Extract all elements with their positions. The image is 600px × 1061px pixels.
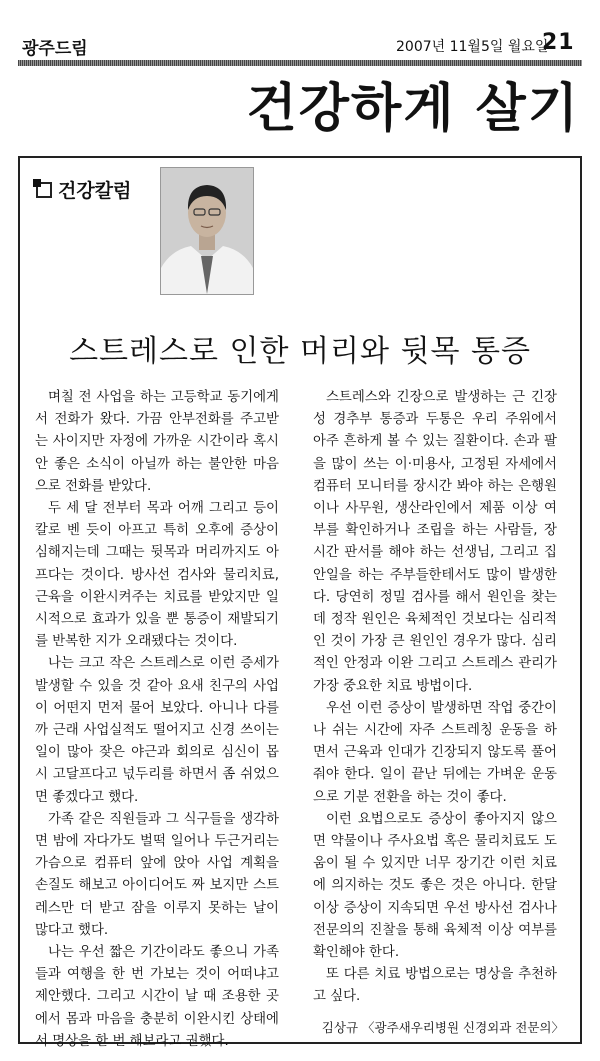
newspaper-logo: 광주드림: [22, 39, 88, 59]
paragraph: 두 세 달 전부터 목과 어깨 그리고 등이 칼로 벤 듯이 아프고 특히 오후에 증상이 심해지는데 그때는 뒷목과 머리까지도 아프다는 것이다. 방사선 검사와 물리치료, 근육을 이완시켜주는 치료를 받았지만 일시적으로 효과가 있을 뿐 통증이 재발되기를 반복한 지가 오래됐다는 것이다.: [35, 501, 279, 650]
page-number: 21: [542, 30, 575, 55]
column-label-text: 건강칼럼: [58, 180, 132, 202]
article-column-left: [35, 387, 279, 1053]
paragraph: 며칠 전 사업을 하는 고등학교 동기에게서 전화가 왔다. 가끔 안부전화를 주고받는 사이지만 자정에 가까운 시간이라 혹시 안 좋은 소식이 아닐까 하는 불안한 마음으로 전화를 받았다.: [35, 390, 279, 494]
masthead: [0, 0, 600, 60]
author-portrait-icon: [161, 168, 253, 294]
paragraph: 이런 요법으로도 증상이 좋아지지 않으면 약물이나 주사요법 혹은 물리치료도 도움이 될 수 있지만 너무 장기간 이런 치료에 의지하는 것도 좋은 것은 아니다. 한달 이상 증상이 지속되면 우선 방사선 검사나 전문의의 진찰을 통해 육체적 이상 여부를 확인해야 한다.: [313, 811, 557, 961]
column-marker-icon: [36, 182, 52, 198]
article-headline: 스트레스로 인한 머리와 뒷목 통증: [69, 334, 531, 369]
author-photo: [160, 167, 254, 295]
paragraph: 나는 크고 작은 스트레스로 이런 증세가 발생할 수 있을 것 같아 요새 친구의 사업이 어떤지 먼저 물어 보았다. 아니나 다를까 근래 사업실적도 떨어지고 신경 쓰이는 일이 많아 잦은 야근과 회의로 심신이 몹시 고달프다고 넋두리를 하면서 좀 쉬었으면 좋겠다고 했다.: [35, 656, 279, 805]
article-column-right: [313, 387, 557, 1009]
column-label: [36, 176, 131, 203]
author-byline: 김상규 〈광주새우리병원 신경외과 전문의〉: [321, 1020, 564, 1035]
section-title: 건강하게 살기: [246, 78, 580, 139]
paragraph: 가족 같은 직원들과 그 식구들을 생각하면 밤에 자다가도 벌떡 일어나 두근거리는 가슴으로 컴퓨터 앞에 앉아 사업 계획을 손질도 해보고 아이디어도 짜 보지만 스트레스만 더 받고 잠을 이루지 못하는 날이 많다고 했다.: [35, 811, 279, 938]
paragraph: 우선 이런 증상이 발생하면 작업 중간이나 쉬는 시간에 자주 스트레칭 운동을 하면서 근육과 인대가 긴장되지 않도록 풀어줘야 한다. 일이 끝난 뒤에는 가벼운 운동으로 기분 전환을 하는 것이 좋다.: [313, 700, 557, 805]
paragraph: 나는 우선 짧은 기간이라도 좋으니 가족들과 여행을 한 번 가보는 것이 어떠냐고 제안했다. 그리고 시간이 날 때 조용한 곳에서 몸과 마음을 충분히 이완시킨 상태에서 명상을 한 번 해보라고 권했다.: [35, 945, 279, 1049]
paragraph: 또 다른 치료 방법으로는 명상을 추천하고 싶다.: [313, 967, 557, 1005]
issue-date: 2007년 11월5일 월요일: [396, 39, 549, 55]
paragraph: 스트레스와 긴장으로 발생하는 근 긴장성 경추부 통증과 두통은 우리 주위에서 아주 흔하게 볼 수 있는 질환이다. 손과 팔을 많이 쓰는 이·미용사, 고정된 자세에서 컴퓨터 모니터를 장시간 봐야 하는 은행원이나 사무원, 생산라인에서 제품 이상 여부를 확인하거나 조립을 하는 사람들, 장시간 판서를 해야 하는 선생님, 그리고 집안일을 하는 주부들한테서도 많이 발생한다. 당연히 정밀 검사를 해서 원인을 찾는데 정작 원인은 육체적인 것보다는 심리적인 것이 가장 큰 원인인 경우가 많다. 심리적인 안정과 이완 그리고 스트레스 관리가 가장 중요한 치료 방법이다.: [313, 390, 557, 694]
